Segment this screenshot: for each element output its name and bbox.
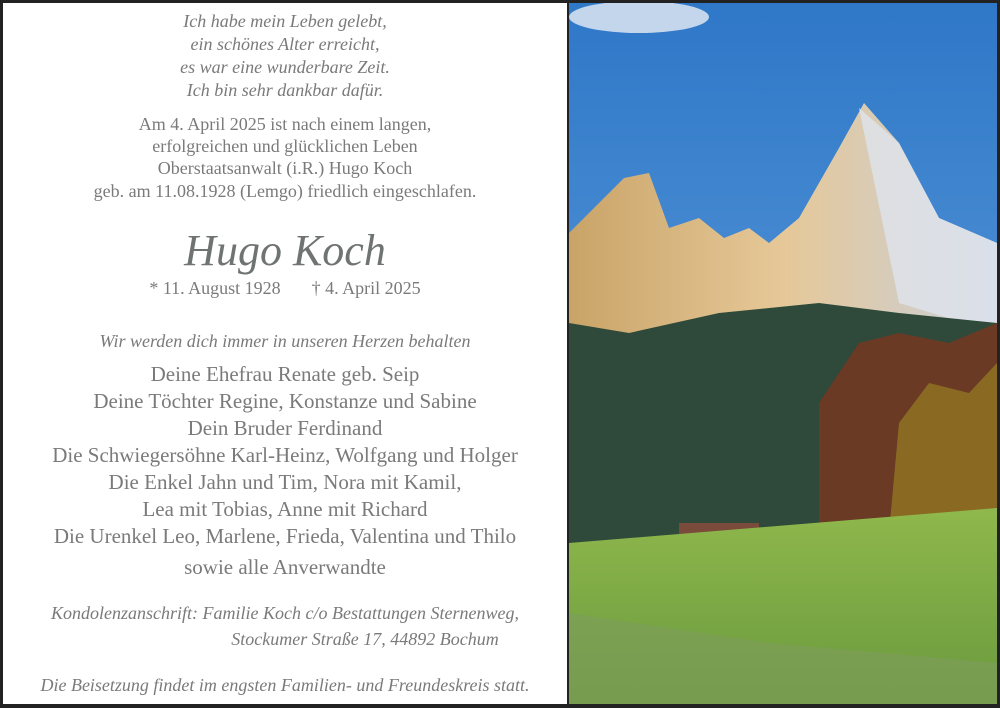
family-line: Die Enkel Jahn und Tim, Nora mit Kamil, [108,470,462,494]
birth-date: * 11. August 1928 [149,278,281,298]
mountain-photo [569,3,997,704]
deceased-name: Hugo Koch [184,226,386,275]
life-dates [3,278,567,299]
family-line: sowie alle Anverwandte [184,555,386,579]
announcement-line: geb. am 11.08.1928 (Lemgo) friedlich eingeschlafen. [93,181,477,201]
burial-note: Die Beisetzung findet im engsten Familien- und Freundeskreis statt. [40,675,530,695]
family-line: Die Schwiegersöhne Karl-Heinz, Wolfgang und Holger [52,443,518,467]
poem-line: es war eine wunderbare Zeit. [180,57,390,77]
death-date: † 4. April 2025 [311,278,421,298]
poem-line: ein schönes Alter erreicht, [190,34,380,54]
condolence-address: Stockumer Straße 17, 44892 Bochum [231,629,499,649]
family-line: Deine Ehefrau Renate geb. Seip [150,362,420,386]
family-line: Lea mit Tobias, Anne mit Richard [142,497,428,521]
announcement-line: Oberstaatsanwalt (i.R.) Hugo Koch [157,158,413,178]
announcement-line: Am 4. April 2025 ist nach einem langen, [138,114,432,134]
remembrance-line: Wir werden dich immer in unseren Herzen behalten [99,331,471,351]
announcement-line: erfolgreichen und glücklichen Leben [152,136,418,156]
mountain-landscape-image [569,3,997,704]
poem-line: Ich bin sehr dankbar dafür. [186,80,384,100]
family-line: Dein Bruder Ferdinand [187,416,383,440]
family-line: Deine Töchter Regine, Konstanze und Sabine [93,389,477,413]
obituary-text-panel [3,3,567,704]
family-line: Die Urenkel Leo, Marlene, Frieda, Valentina und Thilo [53,524,517,548]
poem-line: Ich habe mein Leben gelebt, [183,11,387,31]
condolence-address: Kondolenzanschrift: Familie Koch c/o Bestattungen Sternenweg, [51,603,519,623]
